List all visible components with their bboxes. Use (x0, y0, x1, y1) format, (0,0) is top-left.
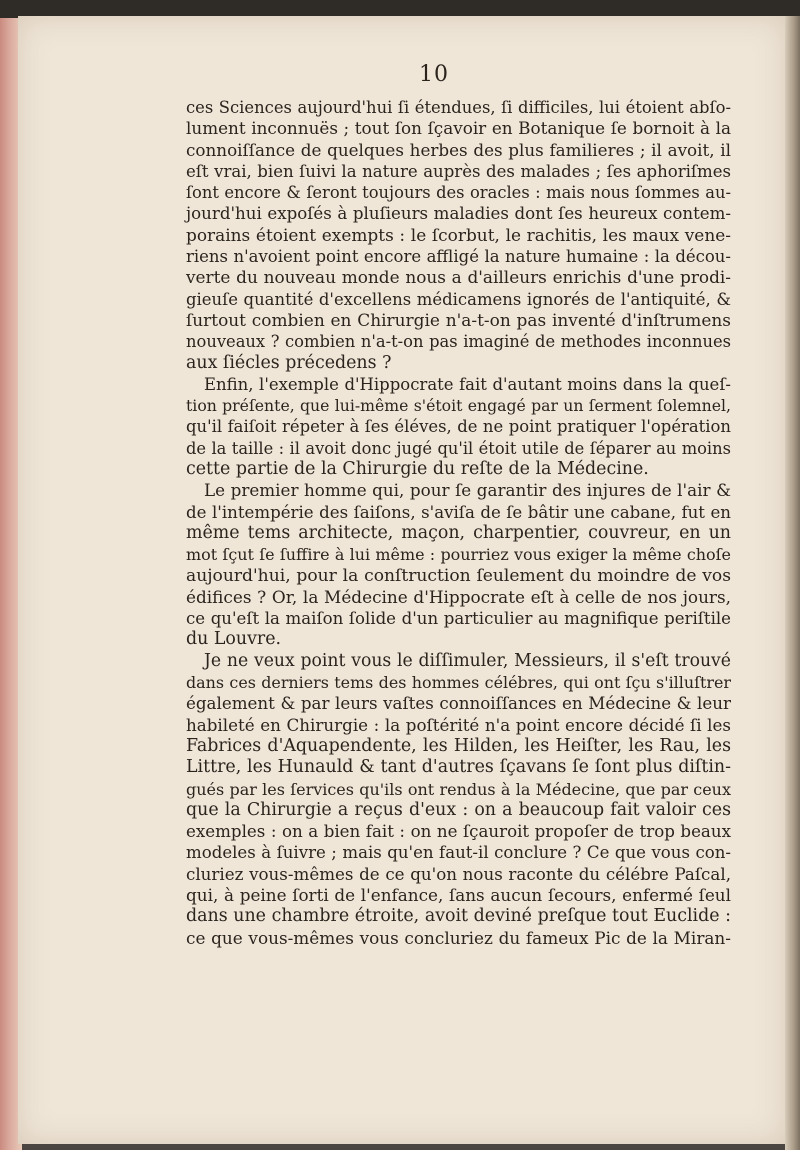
text-line: que la Chirurgie a reçus d'eux : on a beaucoup fait valoir ces (186, 799, 731, 820)
text-line: ce que vous-mêmes vous concluriez du fameux Pic de la Miran- (186, 927, 731, 948)
text-line: connoiſſance de quelques herbes des plus familieres ; il avoit, il (186, 139, 731, 160)
text-line: dans ces derniers tems des hommes célébres, qui ont ſçu s'illuſtrer (186, 673, 731, 693)
text-line: même tems architecte, maçon, charpentier, couvreur, en un (186, 522, 731, 543)
text-line: nouveaux ? combien n'a-t-on pas imaginé de methodes inconnues (186, 332, 731, 352)
text-line: du Louvre. (186, 629, 282, 650)
page-number: 10 (419, 62, 449, 87)
text-line: de la taille : il avoit donc jugé qu'il étoit utile de ſéparer au moins (186, 438, 731, 458)
text-line: porains étoient exempts : le ſcorbut, le rachitis, les maux vene- (186, 224, 731, 245)
text-line: également & par leurs vaſtes connoiſſances en Médecine & leur (186, 693, 731, 714)
text-line: qui, à peine ſorti de l'enfance, ſans aucun ſecours, enfermé ſeul (186, 884, 731, 905)
text-line: exemples : on a bien fait : on ne ſçauroit propoſer de trop beaux (186, 822, 731, 842)
text-line: eſt vrai, bien ſuivi la nature auprès des malades ; ſes aphoriſmes (186, 161, 731, 181)
text-line: verte du nouveau monde nous a d'ailleurs enrichis d'une prodi- (186, 267, 731, 288)
text-line: gués par les ſervices qu'ils ont rendus à la Médecine, que par ceux (186, 779, 731, 799)
text-line: aujourd'hui, pour la conſtruction ſeulement du moindre de vos (186, 565, 731, 586)
text-line: de l'intempérie des ſaiſons, s'aviſa de ſe bâtir une cabane, fut en (186, 502, 731, 522)
text-line: cette partie de la Chirurgie du reſte de la Médecine. (186, 459, 649, 480)
text-line: Enfin, l'exemple d'Hippocrate fait d'autant moins dans la queſ- (204, 374, 731, 394)
book-gutter (785, 16, 800, 1150)
body-text (186, 97, 731, 949)
text-line: qu'il faiſoit répeter à ſes éléves, de ne point pratiquer l'opération (186, 417, 731, 437)
text-line: Le premier homme qui, pour ſe garantir des injures de l'air & (204, 480, 731, 501)
text-line: cluriez vous-mêmes de ce qu'on nous raconte du célébre Paſcal, (186, 863, 731, 884)
text-line: Je ne veux point vous le diſſimuler, Messieurs, il s'eſt trouvé (204, 650, 731, 671)
text-line: tion préſente, que lui-même s'étoit engagé par un ſerment ſolemnel, (186, 396, 731, 416)
text-line: dans une chambre étroite, avoit deviné preſque tout Euclide : (186, 906, 731, 927)
text-line: ſont encore & ſeront toujours des oracles : mais nous ſommes au- (186, 183, 731, 203)
text-line: jourd'hui expoſés à pluſieurs maladies dont ſes heureux contem- (186, 204, 731, 224)
text-line: Littre, les Hunauld & tant d'autres ſçavans ſe ſont plus diſtin- (186, 757, 731, 778)
text-line: gieuſe quantité d'excellens médicamens ignorés de l'antiquité, & (186, 289, 731, 309)
text-line: Fabrices d'Aquapendente, les Hilden, les Heiſter, les Rau, les (186, 735, 731, 756)
text-line: aux ſiécles précedens ? (186, 352, 392, 373)
text-line: riens n'avoient point encore affligé la nature humaine : la décou- (186, 247, 731, 267)
text-line: modeles à ſuivre ; mais qu'en faut-il conclure ? Ce que vous con- (186, 843, 731, 863)
text-line: mot ſçut ſe ſuffire à lui même : pourriez vous exiger la même choſe (186, 545, 731, 565)
text-line: ſurtout combien en Chirurgie n'a-t-on pas inventé d'inſtrumens (186, 309, 731, 330)
text-line: ces Sciences aujourd'hui ſi étendues, ſi difficiles, lui étoient abſo- (186, 98, 731, 117)
text-line: ce qu'eſt la maiſon ſolide d'un particulier au magnifique periſtile (186, 609, 731, 629)
text-line: édifices ? Or, la Médecine d'Hippocrate eſt à celle de nos jours, (186, 586, 731, 607)
text-line: lument inconnuës ; tout ſon ſçavoir en Botanique ſe bornoit à la (186, 118, 731, 139)
text-line: habileté en Chirurgie : la poſtérité n'a point encore décidé ſi les (186, 714, 731, 735)
